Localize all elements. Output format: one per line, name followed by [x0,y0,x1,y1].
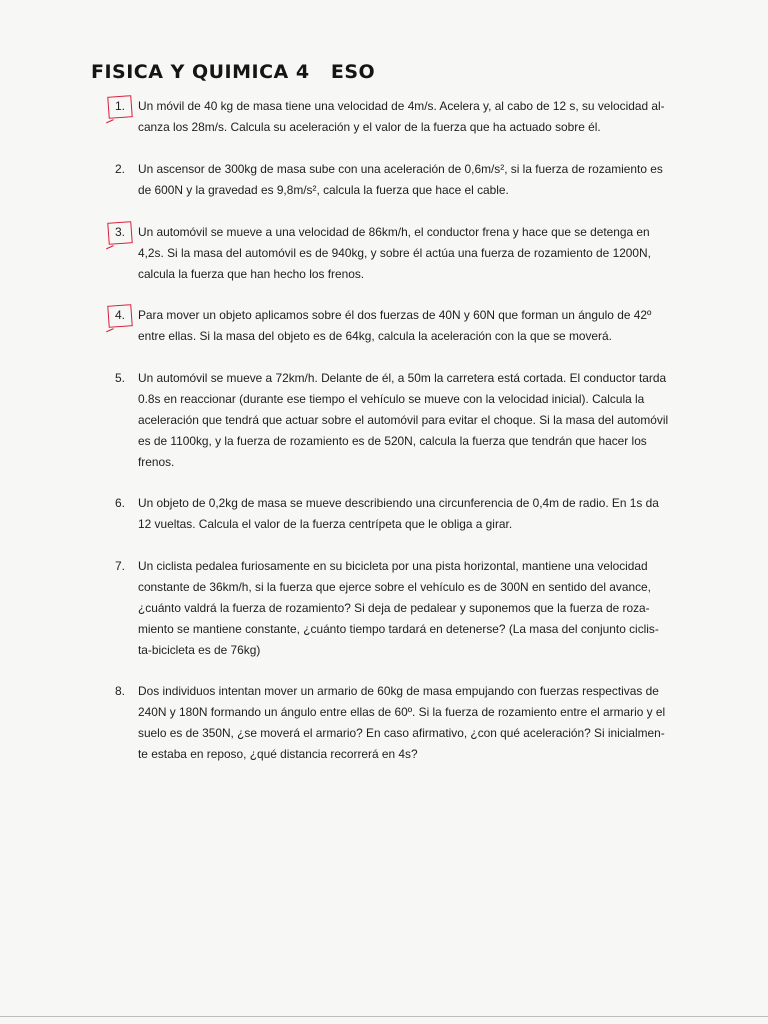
problem-number: 6. [115,496,126,510]
problem-text: Un ascensor de 300kg de masa sube con una aceleración de 0,6m/s², si la fuerza de rozamiento es de 600N y la gravedad es 9,8m/s², calcula la fuerza que hace el cable. [138,162,663,197]
problem-number: 4. [115,308,126,322]
problem-text: Un móvil de 40 kg de masa tiene una velocidad de 4m/s. Acelera y, al cabo de 12 s, su velocidad al- canza los 28m/s. Calcula su aceleración y el valor de la fuerza que ha actuado sobre él. [138,99,665,134]
problem-text: Para mover un objeto aplicamos sobre él dos fuerzas de 40N y 60N que forman un ángulo de 42º entre ellas. Si la masa del objeto es de 64kg, calcula la aceleración con la que se moverá. [138,308,652,343]
problem-text: Un objeto de 0,2kg de masa se mueve describiendo una circunferencia de 0,4m de radio. En 1s da 12 vueltas. Calcula el valor de la fuerza centrípeta que le obliga a girar. [138,496,659,531]
problem-number: 2. [115,162,126,176]
problem-text: Un automóvil se mueve a una velocidad de 86km/h, el conductor frena y hace que se detenga en 4,2s. Si la masa del automóvil es de 940kg, y sobre él actúa una fuerza de rozamiento de 1200N, calcula la fuerza que han hecho los frenos. [138,225,651,281]
worksheet-title: FISICA Y QUIMICA 4 ESO [91,61,376,83]
problem-number: 8. [115,684,126,698]
scan-edge-line [0,1016,768,1017]
problem-text: Un ciclista pedalea furiosamente en su bicicleta por una pista horizontal, mantiene una velocidad constante de 36km/h, si la fuerza que ejerce sobre el vehículo es de 300N en sentido del avance, ¿cuánto valdrá la fuerza de rozamiento? Si deja de pedalear y suponemos que la fuerza de roza- miento se mantiene constante, ¿cuánto tiempo tardará en detenerse? (La masa del conjunto ciclis- ta-bicicleta es de 76kg) [138,559,659,657]
problem-number: 1. [115,99,126,113]
problem-text: Dos individuos intentan mover un armario de 60kg de masa empujando con fuerzas respectivas de 240N y 180N formando un ángulo entre ellas de 60º. Si la fuerza de rozamiento entre el armario y el suelo es de 350N, ¿se moverá el armario? En caso afirmativo, ¿con qué aceleración? Si inicialmen- te estaba en reposo, ¿qué distancia recorrerá en 4s? [138,684,666,761]
problem-number: 5. [115,371,126,385]
problem-text: Un automóvil se mueve a 72km/h. Delante de él, a 50m la carretera está cortada. El conductor tarda 0.8s en reaccionar (durante ese tiempo el vehículo se mueve con la velocidad inicial). Calcula la aceleración que tendrá que actuar sobre el automóvil para evitar el choque. Si la masa del automóvil es de 1100kg, y la fuerza de rozamiento es de 520N, calcula la fuerza que tendrán que hacer los frenos. [138,371,669,469]
problem-number: 7. [115,559,126,573]
problem-number: 3. [115,225,126,239]
